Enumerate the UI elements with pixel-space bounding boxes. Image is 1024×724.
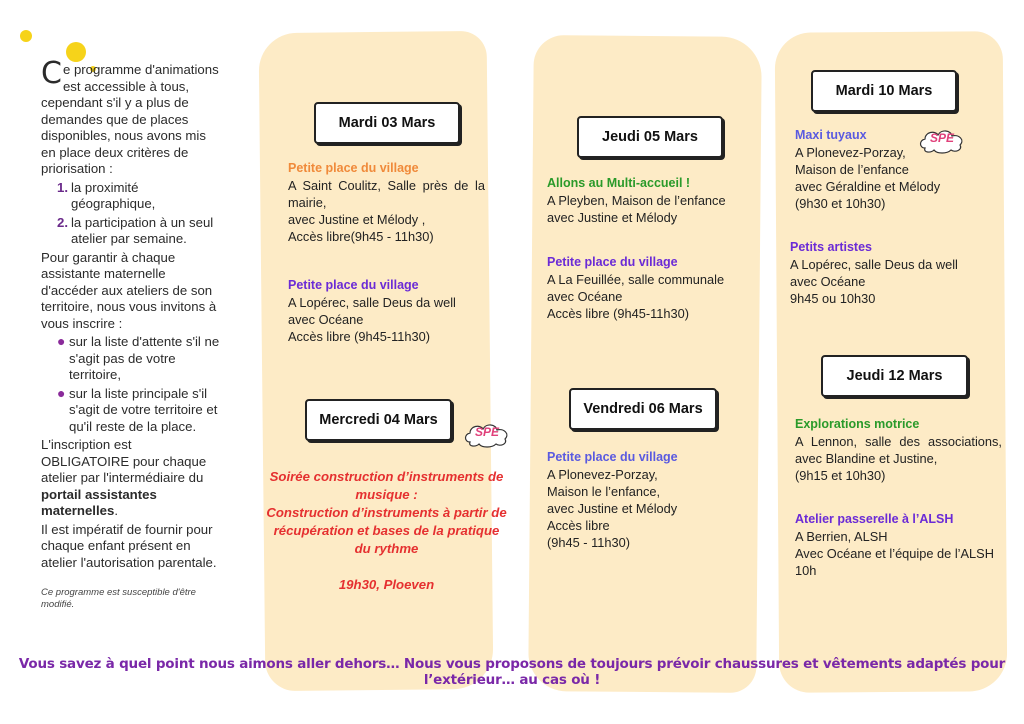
day-label-mardi-03: Mardi 03 Mars (314, 102, 460, 144)
event-title: Petite place du village (547, 255, 678, 269)
event-card: Petite place du village A La Feuillée, salle communale avec Océane Accès libre (9h45-11h30) (547, 254, 752, 322)
day-label-mardi-10: Mardi 10 Mars (811, 70, 957, 112)
event-card: Explorations motrice A Lennon, salle des associations, avec Blandine et Justine, (9h15 et 10h30) (795, 417, 1002, 483)
criteria-item: 2. la participation à un seul atelier par semaine. (57, 214, 214, 246)
event-title: Petite place du village (547, 450, 678, 464)
day-label-vendredi-06: Vendredi 06 Mars (569, 388, 717, 430)
intro-paragraph-1: Ce programme d'animations est accessible à tous, cependant s'il y a plus de demandes que de places disponibles, nous avons mis en place deux critères de priorisation : (41, 56, 219, 176)
intro-paragraph-4: Il est impératif de fournir pour chaque enfant présent en atelier l'autorisation parentale. (41, 521, 217, 570)
event-title: Petits artistes (790, 240, 872, 254)
day-label-mercredi-04: Mercredi 04 Mars (305, 399, 452, 441)
list-option: ● sur la liste d'attente s'il ne s'agit pas de votre territoire, (57, 333, 220, 382)
event-card: Petite place du village A Saint Coulitz, Salle près de la mairie, avec Justine et Mélody , Accès libre(9h45 - 11h30) (288, 161, 485, 244)
event-card: Maxi tuyaux A Plonevez-Porzay, Maison de l’enfance avec Géraldine et Mélody (9h30 et 10h30) (795, 127, 995, 212)
event-title: Petite place du village (288, 278, 419, 292)
drop-cap: C (41, 56, 62, 91)
yellow-dot-small (20, 30, 32, 42)
intro-paragraph-3: L'inscription est OBLIGATOIRE pour chaque atelier par l'intermédiaire du portail assistantes maternelles. (41, 437, 207, 518)
day-label-jeudi-12: Jeudi 12 Mars (821, 355, 968, 397)
event-card: Allons au Multi-accueil ! A Pleyben, Maison de l’enfance avec Justine et Mélody (547, 175, 752, 226)
criteria-item: 1. la proximité géographique, (57, 179, 156, 211)
yellow-dot-large (66, 42, 86, 62)
list-options (41, 334, 221, 435)
spe-badge: SPE (462, 420, 512, 448)
event-title: Maxi tuyaux (795, 128, 867, 142)
event-title: Petite place du village (288, 161, 419, 175)
bullet-icon: ● (57, 333, 66, 349)
event-card: Petite place du village A Lopérec, salle Deus da well avec Océane Accès libre (9h45-11h30) (288, 277, 485, 345)
day-label-jeudi-05: Jeudi 05 Mars (577, 116, 723, 158)
footer-message: Vous savez à quel point nous aimons aller dehors… Nous vous proposons de toujours prévoir chaussures et vêtements adaptés pour l’extérieur… au cas où ! (18, 656, 1006, 688)
event-title: Allons au Multi-accueil ! (547, 176, 691, 190)
intro-text (41, 56, 221, 573)
event-title: Atelier passerelle à l’ALSH (795, 512, 954, 526)
portal-name: portail assistantes maternelles (41, 486, 157, 518)
disclaimer-note: Ce programme est susceptible d'être modifié. (41, 587, 196, 610)
criteria-list (41, 180, 221, 248)
event-title: Explorations motrice (795, 417, 920, 431)
event-card: Petits artistes A Lopérec, salle Deus da well avec Océane 9h45 ou 10h30 (790, 239, 995, 307)
intro-paragraph-2: Pour garantir à chaque assistante maternelle d'accéder aux ateliers de son territoire, nous vous invitons à vous inscrire : (41, 249, 217, 331)
list-option: ● sur la liste principale s'il s'agit de votre territoire et qu'il reste de la place. (57, 384, 218, 434)
event-card: Petite place du village A Plonevez-Porzay, Maison le l’enfance, avec Justine et Mélody Accès libre (9h45 - 11h30) (547, 449, 752, 551)
bullet-icon: ● (57, 384, 66, 401)
spe-badge: SPE (917, 126, 967, 154)
event-card: Atelier passerelle à l’ALSH A Berrien, ALSH Avec Océane et l’équipe de l’ALSH 10h (795, 511, 1002, 579)
soiree-description: Soirée construction d’instruments de musique : Construction d’instruments à partir de récupération et bases de la pratique du rythme 19h30, Ploeven (266, 469, 507, 592)
